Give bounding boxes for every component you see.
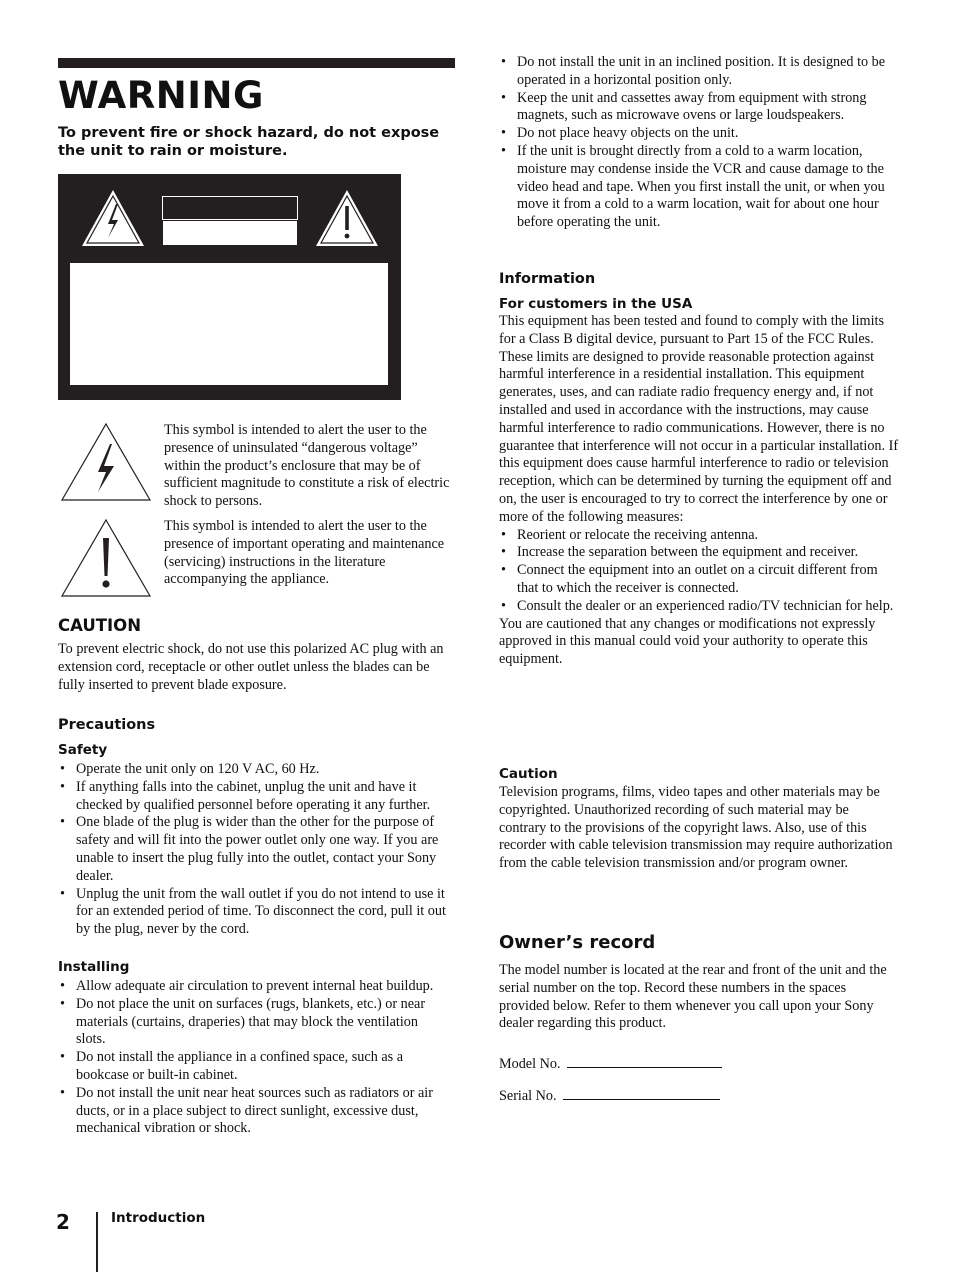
usa-heading: For customers in the USA [499, 296, 693, 312]
list-item: • Increase the separation between the equipment and receiver. [499, 544, 899, 562]
label-inner-panel [70, 263, 388, 385]
model-number-label: Model No. [499, 1056, 561, 1073]
serial-number-row [499, 1087, 899, 1106]
lightning-triangle-icon [80, 188, 146, 248]
list-item: • If anything falls into the cabinet, unplug the unit and have it checked by qualified personnel before operating it any further. [58, 779, 448, 815]
right-column [499, 54, 899, 1104]
page-number: 2 [56, 1210, 70, 1234]
information-closing: You are cautioned that any changes or modifications not expressly approved in this manual could void your authority to operate this equipment. [499, 615, 876, 668]
caution-text: To prevent electric shock, do not use this polarized AC plug with an extension cord, receptacle or other outlet unless the blades can be fully inserted to prevent blade exposure. [58, 641, 444, 693]
list-item: • Keep the unit and cassettes away from equipment with strong magnets, such as microwave ovens or large loudspeakers. [499, 90, 899, 126]
precautions-section [58, 716, 456, 1138]
list-item: • Do not install the appliance in a confined space, such as a bookcase or built-in cabinet. [58, 1049, 450, 1085]
caution2-heading: Caution [499, 766, 558, 782]
precautions-heading: Precautions [58, 717, 156, 733]
list-item: • Consult the dealer or an experienced radio/TV technician for help. [499, 598, 899, 616]
owners-record-text: The model number is located at the rear and front of the unit and the serial number on the top. Record these numbers in the spaces provided below. Refer to them whenever you call upon your Sony dealer regarding this product. [499, 962, 887, 1032]
copyright-caution-section [499, 766, 899, 873]
safety-heading: Safety [58, 742, 108, 758]
exclamation-triangle-icon [314, 188, 380, 248]
usa-text: This equipment has been tested and found to comply with the limits for a Class B digital device, pursuant to Part 15 of the FCC Rules. These limits are designed to provide reasonable protection against harmful interference in a residential installation. This equipment generates, uses, and can radiate radio frequency energy and, if not installed and used in accordance with the instructions, may cause harmful interference to radio communications. However, there is no guarantee that interference will not occur in a particular installation. If this equipment does cause harmful interference to radio or television reception, which can be determined by turning the equipment off and on, the user is encouraged to try to correct the interference by one or more of the following measures: [499, 313, 899, 525]
measures-list [499, 527, 899, 616]
list-item: • Do not install the unit in an inclined position. It is designed to be operated in a horizontal position only. [499, 54, 899, 90]
model-number-row [499, 1055, 899, 1074]
top-rule [58, 58, 455, 68]
list-item: • Allow adequate air circulation to prevent internal heat buildup. [58, 978, 450, 996]
owners-record-section [499, 932, 899, 1106]
list-item: • Do not place the unit on surfaces (rugs, blankets, etc.) or near materials (curtains, draperies) that may block the ventilation slots. [58, 996, 450, 1049]
serial-number-label: Serial No. [499, 1087, 557, 1104]
list-item: • Unplug the unit from the wall outlet if you do not intend to use it for an extended period of time. To disconnect the cord, pull it out by the plug, never by the cord. [58, 886, 448, 939]
list-item: • If the unit is brought directly from a cold to a warm location, moisture may condense inside the VCR and cause damage to the video head and tape. When you first install the unit, or when you move it from a cold to a warm location, wait for about one hour before operating the unit. [499, 143, 899, 232]
footer-section-label: Introduction [111, 1210, 206, 1226]
lightning-symbol-icon [60, 422, 152, 502]
owners-record-heading: Owner’s record [499, 932, 656, 953]
caution-heading: CAUTION [58, 616, 141, 635]
lightning-symbol-text: This symbol is intended to alert the user to the presence of uninsulated “dangerous voltage” within the product’s enclosure that may be of sufficient magnitude to constitute a risk of electric shock to persons. [164, 422, 450, 510]
left-column [58, 58, 456, 1137]
information-heading: Information [499, 271, 596, 287]
caution2-text: Television programs, films, video tapes and other materials may be copyrighted. Unauthorized recording of such material may be contrary to the provisions of the copyright laws. Also, use of this recorder with cable television transmission may require authorization from the cable television transmission and/or program owner. [499, 784, 893, 872]
list-item: • Do not place heavy objects on the unit. [499, 125, 899, 143]
label-black-bar [162, 196, 298, 220]
installing-list [58, 978, 450, 1138]
caution-section [58, 616, 456, 694]
serial-number-field[interactable] [563, 1087, 720, 1100]
exclamation-symbol-icon [60, 518, 152, 598]
installing-list-continued [499, 54, 899, 232]
footer-divider [96, 1212, 98, 1272]
exclamation-symbol-text: This symbol is intended to alert the user to the presence of important operating and maintenance (servicing) instructions in the literature accompanying the appliance. [164, 518, 445, 588]
label-white-bar [162, 220, 298, 246]
list-item: • Connect the equipment into an outlet on a circuit different from that to which the receiver is connected. [499, 562, 899, 598]
list-item: • Do not install the unit near heat sources such as radiators or air ducts, or in a place subject to direct sunlight, excessive dust, mechanical vibration or shock. [58, 1085, 450, 1138]
lightning-symbol-row [58, 422, 456, 510]
list-item: • One blade of the plug is wider than the other for the purpose of safety and will fit into the power outlet only one way. If you are unable to insert the plug fully into the outlet, contact your Sony dealer. [58, 814, 448, 885]
installing-heading: Installing [58, 958, 130, 975]
caution-label-graphic [58, 174, 401, 400]
list-item: • Reorient or relocate the receiving antenna. [499, 527, 899, 545]
information-section [499, 270, 899, 669]
warning-title: WARNING [58, 74, 264, 117]
model-number-field[interactable] [567, 1055, 722, 1068]
safety-list [58, 761, 448, 939]
list-item: • Operate the unit only on 120 V AC, 60 Hz. [58, 761, 448, 779]
exclamation-symbol-row [58, 518, 456, 598]
warning-subtitle: To prevent fire or shock hazard, do not expose the unit to rain or moisture. [58, 125, 440, 159]
